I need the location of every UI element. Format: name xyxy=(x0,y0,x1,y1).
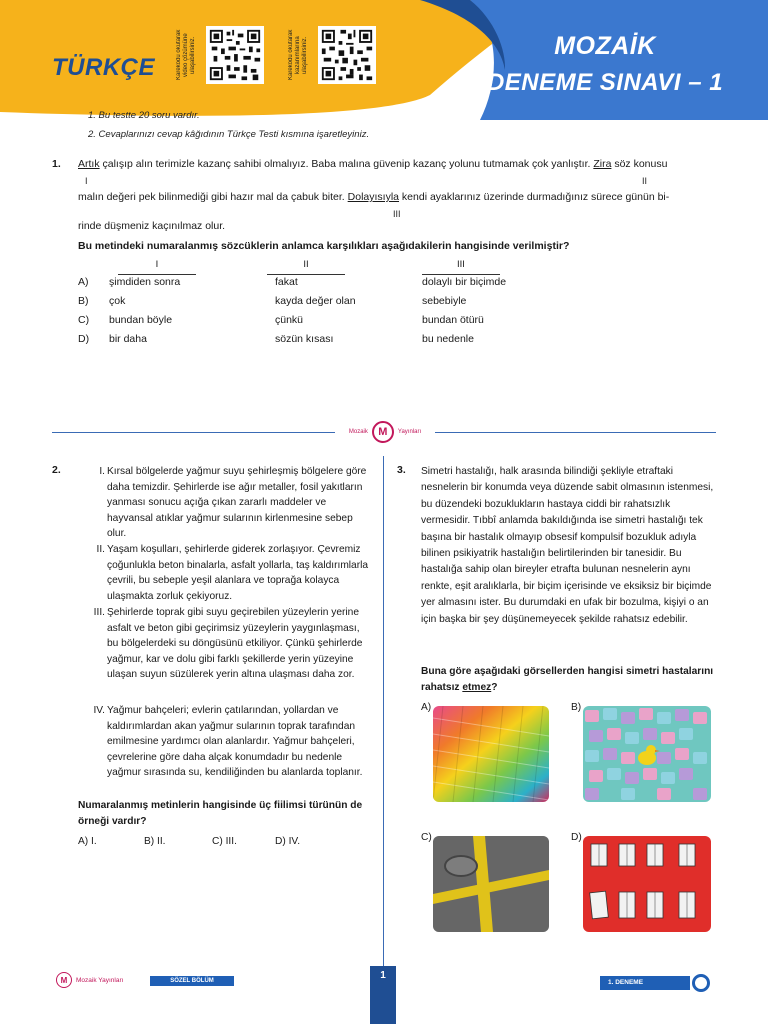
option-col-3: sebebiyle xyxy=(422,295,467,307)
answer-option-c[interactable]: C) III. xyxy=(212,836,237,847)
publisher-logo-icon: M xyxy=(372,421,394,443)
column-divider xyxy=(383,456,384,966)
colorful-bottles-image xyxy=(433,706,549,802)
instruction-item: 2. Cevaplarınızı cevap kâğıdının Türkçe Testi kısmına işaretleyiniz. xyxy=(88,129,370,140)
answer-option-a[interactable]: A) I. xyxy=(78,836,97,847)
option-col-3: bundan ötürü xyxy=(422,314,484,326)
option-col-1: bir daha xyxy=(109,333,147,345)
answer-option-d[interactable]: D) IV. xyxy=(275,836,301,847)
option-col-3: bu nedenle xyxy=(422,333,474,345)
marker-3: III xyxy=(393,209,401,219)
question-stem xyxy=(421,664,717,695)
publisher-logo-icon: M xyxy=(56,972,72,988)
question-number: 1. xyxy=(52,158,61,170)
option-col-2: kayda değer olan xyxy=(275,295,356,307)
option-col-3: dolaylı bir biçimde xyxy=(422,276,507,288)
publisher-divider-logo xyxy=(335,420,435,444)
qr-video-block[interactable] xyxy=(176,24,264,86)
pastel-blocks-with-yellow-duck-image xyxy=(583,706,711,802)
statement-label: II. xyxy=(96,544,105,555)
statement-label: IV. xyxy=(93,705,105,716)
ring-icon xyxy=(692,974,710,992)
red-building-windows-image xyxy=(583,836,711,932)
subject-title: TÜRKÇE xyxy=(52,54,155,81)
option-col-1: bundan böyle xyxy=(109,314,173,326)
option-letter: A) xyxy=(78,276,89,288)
divider-left-text: Mozaik xyxy=(348,429,368,435)
asphalt-yellow-lines-manhole-image xyxy=(433,836,549,932)
qr-code-icon[interactable] xyxy=(206,26,264,84)
question-passage: Simetri hastalığı, halk arasında bilindiği şekliyle etraftaki nesnelerin bir konumda veya düzende sabit olmasının istenmesi, bu düzendeki bozuklukların hastaya ciddi bir rahatsızlık vermesidir. Tıbbî anlamda bakıldığında ise simetri hastalığı tek başına bir hastalık olmayıp obsesif kompulsif bozukluk adıyla bilinen psikiyatrik hastalığın belirtilerinden bir tanesidir. Bu hastalığa sahip olan bireyler etrafta bulunan nesnelerin aynı renkte, eşit aralıklarla, bir biçim içerisinde ve eksiksiz bir biçimde yer almasını ister. Bu durumdaki en ufak bir bozulma, kişiyi o an için başka bir şey düşünemeyecek şekilde rahatsız edebilir. xyxy=(421,466,714,625)
qr-outcomes-caption: Karekodu okutarak kazanımlarına ulaşabilirsiniz. xyxy=(288,29,308,81)
question-number: 2. xyxy=(52,464,61,476)
statement-text: Yaşam koşulları, şehirlerde giderek zorlaşıyor. Çevremiz çoğunlukla beton binalarla, asfalt yollarla, taş kaldırımlarla çevrili, bu sebeple yeşil alanlara ve toprağa kolayca ulaşmakta zorluk çekiyoruz. xyxy=(107,544,369,602)
section-badge: SÖZEL BÖLÜM xyxy=(150,976,234,986)
qr-video-caption: Karekodu okutarak video çözümüne ulaşabilirsiniz. xyxy=(176,29,196,81)
option-col-2: çünkü xyxy=(275,314,304,326)
option-letter: B) xyxy=(571,702,582,713)
instructions xyxy=(88,106,369,144)
option-letter: C) xyxy=(78,314,90,326)
q1-text: malın değeri pek bilinmediği gibi hazır mal da çabuk biter. xyxy=(78,191,348,203)
question-stem: Numaralanmış metinlerin hangisinde üç fiilimsi türünün de örneği vardır? xyxy=(78,800,363,827)
q1-word-3: Dolayısıyla xyxy=(347,191,400,203)
statement-text: Şehirlerde toprak gibi suyu geçirebilen yüzeylerin yerine asfalt ve beton gibi geçirimsiz yüzeylerin yaygınlaşması, bu bölgelerdeki su döngüsünü etkiliyor. Çünkü şehirlerde yağmur, kar ve dolu gibi farklı şekillerde yerin yüzeyine ulaşan suyun süzülerek yerin altına ulaşması daha zor. xyxy=(107,607,363,681)
q1-line-2 xyxy=(78,189,669,206)
qr-outcomes-block[interactable] xyxy=(288,24,376,86)
footer-publisher-logo xyxy=(56,972,123,988)
option-letter: C) xyxy=(421,832,432,843)
question-stem: Bu metindeki numaralanmış sözcüklerin anlamca karşılıkları aşağıdakilerin hangisinde verilmiştir? xyxy=(78,240,570,252)
stem-emphasis: etmez xyxy=(462,681,492,693)
marker-2: II xyxy=(642,176,648,186)
option-col-1: çok xyxy=(109,295,126,307)
column-header: II xyxy=(267,256,345,275)
publisher-name: Mozaik Yayınları xyxy=(76,976,124,984)
q1-line-3: rinde düşmeniz kaçınılmaz olur. xyxy=(78,220,226,232)
exam-badge: 1. DENEME xyxy=(600,976,690,990)
option-letter: B) xyxy=(78,295,89,307)
option-letter: D) xyxy=(78,333,90,345)
statement-4 xyxy=(93,703,369,781)
statement-text: Yağmur bahçeleri; evlerin çatılarından, yollardan ve kaldırımlardan akan yağmur sularının toprak tarafından emilmesine yardımcı olan alanlardır. Yağmur bahçeleri, çevrelerine göre daha alçak konumdadır bu nedenle yağmur sırasında su, kendiliğinden bu alanlarda toplanır. xyxy=(107,705,363,779)
divider-right-text: Yayınları xyxy=(397,429,422,435)
option-letter: A) xyxy=(421,702,432,713)
statement-label: I. xyxy=(99,466,105,477)
statement-text: Kırsal bölgelerde yağmur suyu şehirleşmiş bölgelere göre daha temizdir. Şehirlerde ise ağır metaller, fosil yakıtların yanması sonucu açığa çıkan zararlı maddeler ve hayvansal atıklar yağmur sularının kirlenmesine sebep olur. xyxy=(107,466,367,540)
option-col-2: fakat xyxy=(275,276,298,288)
column-header: III xyxy=(422,256,500,275)
answer-option-b[interactable]: B) II. xyxy=(144,836,166,847)
exam-brand xyxy=(480,32,730,97)
option-col-1: şimdiden sonra xyxy=(109,276,181,288)
statement-label: III. xyxy=(93,607,105,618)
instruction-item: 1. Bu testte 20 soru vardır. xyxy=(88,110,200,121)
q1-line-1 xyxy=(78,156,716,173)
brand-line-1: MOZAİK xyxy=(554,32,656,60)
stem-text: ? xyxy=(491,681,498,693)
q1-word-1: Artık xyxy=(78,158,100,170)
stem-text: Buna göre aşağıdaki görsellerden hangisi simetri hastalarını rahatsız xyxy=(421,666,714,693)
q1-text: çalışıp alın terimizle kazanç sahibi olmalıyız. Baba malına güvenip kazanç yolunu tutmamak çok yanlıştır. xyxy=(99,158,594,170)
brand-line-2: DENEME SINAVI – 1 xyxy=(486,69,724,96)
statement-1 xyxy=(99,464,369,542)
q1-text: söz konusu xyxy=(611,158,668,170)
page-number: 1 xyxy=(370,966,396,1024)
column-header: I xyxy=(118,256,196,275)
statement-2 xyxy=(96,542,369,604)
qr-code-icon[interactable] xyxy=(318,26,376,84)
q1-word-2: Zira xyxy=(593,158,612,170)
question-number: 3. xyxy=(397,464,406,476)
option-letter: D) xyxy=(571,832,582,843)
statement-3 xyxy=(93,605,369,683)
q1-text: kendi ayaklarınız üzerinde durmadığınız sürece günün bi- xyxy=(399,191,670,203)
option-col-2: sözün kısası xyxy=(275,333,334,345)
marker-1: I xyxy=(85,176,88,186)
